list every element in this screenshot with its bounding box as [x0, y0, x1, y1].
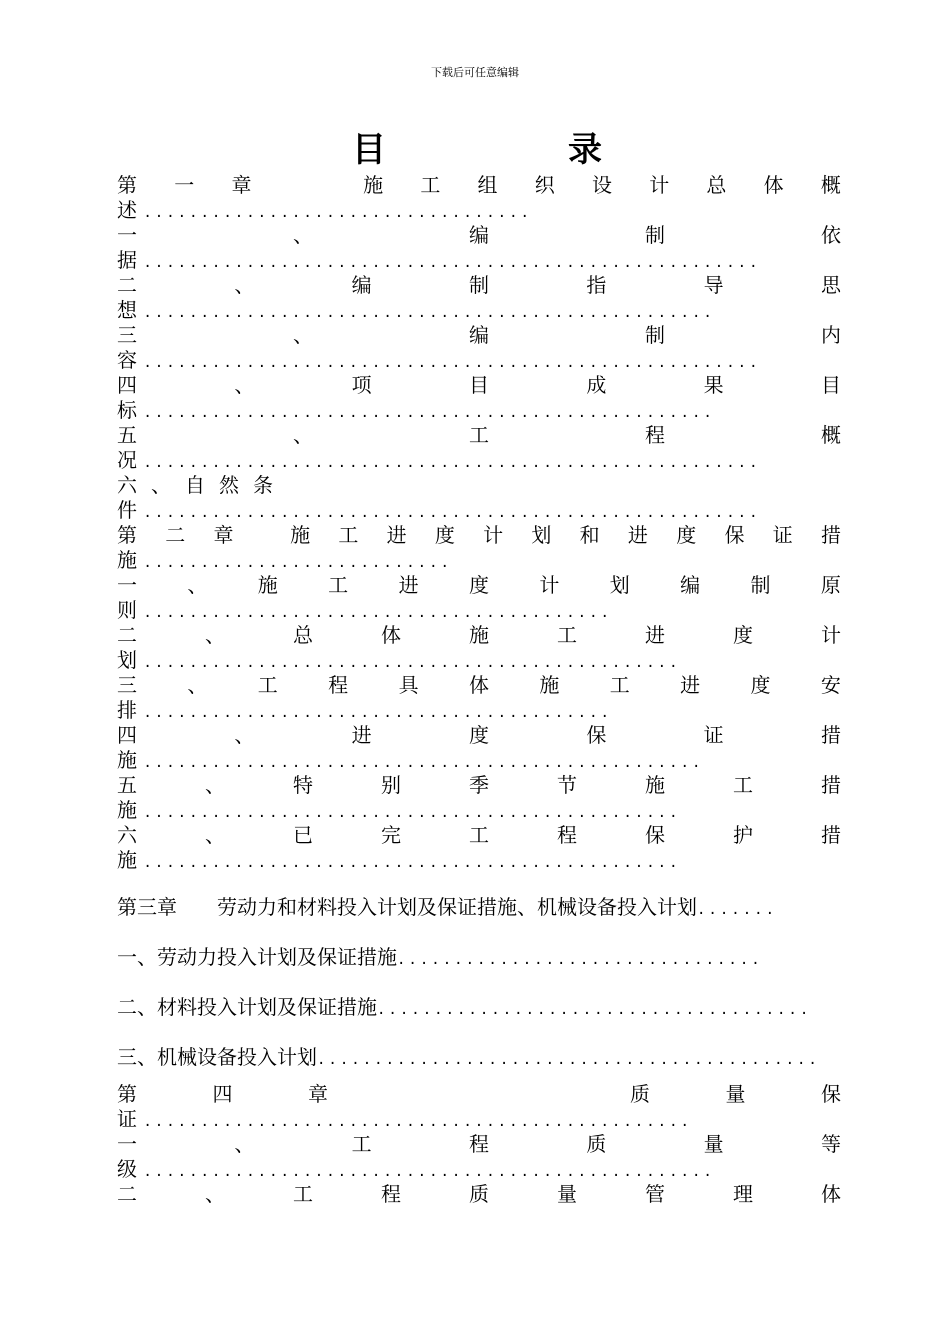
toc-entry[interactable]	[117, 773, 841, 823]
toc-char: 程	[468, 1132, 489, 1156]
toc-entry[interactable]	[117, 882, 841, 932]
toc-entry-line2	[117, 748, 841, 773]
toc-leader-dots: .........................................	[143, 605, 612, 621]
toc-leader-dots: ...............................................	[143, 855, 681, 871]
toc-char: 进	[386, 523, 407, 547]
toc-char: 计	[539, 573, 560, 597]
toc-entry-text: 一、劳动力投入计划及保证措施	[117, 945, 397, 969]
toc-char: 施	[539, 673, 560, 697]
toc-char: 况	[117, 448, 137, 472]
toc-entry[interactable]	[117, 273, 841, 323]
toc-char: 级	[117, 1157, 137, 1181]
toc-char: 进	[398, 573, 419, 597]
toc-entry-text: 第三章 劳动力和材料投入计划及保证措施、机械设备投入计划	[117, 895, 697, 919]
toc-char: 章	[308, 1082, 328, 1106]
toc-char: 思	[820, 273, 841, 297]
toc-char: 述	[117, 198, 137, 222]
toc-entry-line1	[117, 323, 841, 348]
toc-char: 二	[117, 273, 137, 297]
toc-entry-line1	[117, 223, 841, 248]
toc-char: 进	[645, 623, 665, 647]
toc-char: 工	[293, 1182, 313, 1206]
toc-char: 自	[185, 473, 205, 497]
toc-char: 证	[117, 1107, 137, 1131]
toc-entry-line1	[117, 573, 841, 598]
toc-char: 度	[676, 523, 697, 547]
toc-char: 、	[234, 723, 255, 747]
toc-char: 施	[290, 523, 311, 547]
toc-char: 组	[477, 173, 498, 197]
toc-leader-dots: ......................................................	[143, 455, 761, 471]
toc-entry-line2	[117, 698, 841, 723]
toc-entry[interactable]	[117, 982, 841, 1032]
toc-entry[interactable]	[117, 223, 841, 273]
toc-char: 施	[117, 548, 137, 572]
toc-entry[interactable]	[117, 623, 841, 673]
toc-leader-dots: ..................................................	[143, 1164, 715, 1180]
toc-char: 进	[351, 723, 372, 747]
toc-entry[interactable]	[117, 932, 841, 982]
toc-char: 理	[733, 1182, 753, 1206]
toc-entry[interactable]	[117, 673, 841, 723]
toc-char: 果	[703, 373, 724, 397]
toc-entry[interactable]	[117, 523, 841, 573]
toc-char: 证	[772, 523, 793, 547]
toc-char: 保	[645, 823, 665, 847]
toc-char: 完	[381, 823, 401, 847]
toc-char: 内	[821, 323, 841, 347]
toc-char: 、	[205, 1182, 225, 1206]
toc-char: 原	[820, 573, 841, 597]
toc-leader-dots: ...........................	[143, 555, 452, 571]
toc-char: 程	[645, 423, 665, 447]
toc-char: 二	[117, 1182, 137, 1206]
toc-char: 概	[820, 173, 841, 197]
toc-char: 体	[468, 673, 489, 697]
toc-char: 体	[763, 173, 784, 197]
toc-char: 体	[821, 1182, 841, 1206]
toc-char: 五	[117, 423, 137, 447]
toc-char: 体	[381, 623, 401, 647]
toc-entry-text: 三、机械设备投入计划	[117, 1045, 317, 1069]
toc-entry[interactable]	[117, 823, 841, 873]
toc-char: 质	[469, 1182, 489, 1206]
toc-entry[interactable]	[117, 373, 841, 423]
toc-char: 一	[174, 173, 195, 197]
toc-leader-dots: .................................................	[143, 755, 704, 771]
toc-char: 一	[117, 1132, 137, 1156]
toc-char: 护	[733, 823, 753, 847]
toc-char: 目	[820, 373, 841, 397]
toc-char: 编	[351, 273, 372, 297]
toc-leader-dots: ..................................................	[143, 305, 715, 321]
toc-entry[interactable]	[117, 423, 841, 473]
toc-char: 想	[117, 298, 137, 322]
toc-char: 措	[821, 823, 841, 847]
toc-char: 管	[645, 1182, 665, 1206]
toc-entry[interactable]	[117, 573, 841, 623]
toc-leader-dots: .......	[697, 902, 778, 918]
toc-entry-line2	[117, 548, 841, 573]
toc-entry-line1	[117, 673, 841, 698]
toc-char: 工	[257, 673, 278, 697]
toc-char: 度	[750, 673, 771, 697]
toc-entry-line1	[117, 773, 841, 798]
toc-char: 措	[820, 523, 841, 547]
toc-entry-line1	[117, 623, 841, 648]
toc-entry-line2	[117, 1207, 841, 1232]
toc-char: 、	[234, 1132, 255, 1156]
toc-char: 度	[733, 623, 753, 647]
toc-char: 程	[381, 1182, 401, 1206]
toc-char: 一	[117, 573, 137, 597]
toc-char: 二	[117, 623, 137, 647]
page-header: 下载后可任意编辑	[431, 66, 519, 79]
toc-char: 、	[234, 373, 255, 397]
toc-entry-line1	[117, 273, 841, 298]
toc-char: 施	[257, 573, 278, 597]
toc-char: 保	[724, 523, 745, 547]
toc-char: 制	[468, 273, 489, 297]
toc-entry-line2	[117, 598, 841, 623]
table-of-contents	[117, 173, 841, 1232]
toc-char: 工	[328, 573, 349, 597]
toc-char: 指	[586, 273, 607, 297]
toc-entry-line1	[117, 1132, 841, 1157]
toc-char: 三	[117, 673, 137, 697]
toc-char: 导	[703, 273, 724, 297]
toc-char: 施	[117, 748, 137, 772]
toc-char: 制	[645, 223, 665, 247]
toc-char: 标	[117, 398, 137, 422]
toc-entry-line1	[117, 523, 841, 548]
toc-char: 等	[820, 1132, 841, 1156]
toc-leader-dots: ..................................	[143, 205, 532, 221]
toc-char: 章	[213, 523, 234, 547]
toc-entry[interactable]	[117, 1032, 841, 1082]
toc-char: 六	[117, 823, 137, 847]
toc-char: 编	[469, 223, 489, 247]
toc-entry[interactable]	[117, 723, 841, 773]
toc-char: 二	[165, 523, 186, 547]
toc-char: 施	[645, 773, 665, 797]
toc-leader-dots: ................................................	[143, 1114, 692, 1130]
toc-char: 程	[328, 673, 349, 697]
toc-entry-line1	[117, 173, 841, 198]
toc-char: 计	[821, 623, 841, 647]
toc-entry-line1	[117, 823, 841, 848]
toc-char: 六	[117, 473, 137, 497]
toc-char: 工	[469, 823, 489, 847]
toc-entry-text: 二、材料投入计划及保证措施	[117, 995, 377, 1019]
toc-char: 施	[363, 173, 384, 197]
toc-char: 则	[117, 598, 137, 622]
toc-char: 、	[151, 473, 171, 497]
toc-char: 计	[483, 523, 504, 547]
toc-char: 依	[821, 223, 841, 247]
toc-char: 工	[469, 423, 489, 447]
toc-char: 措	[821, 773, 841, 797]
toc-char: 一	[117, 223, 137, 247]
toc-char: 度	[468, 723, 489, 747]
toc-char: 施	[117, 848, 137, 872]
toc-entry-line2	[117, 848, 841, 873]
toc-char: 、	[293, 223, 313, 247]
toc-leader-dots: ...............................................	[143, 805, 681, 821]
toc-char: 设	[591, 173, 612, 197]
toc-char: 四	[117, 723, 137, 747]
title-char-2: 录	[568, 130, 602, 170]
toc-char: 划	[609, 573, 630, 597]
toc-char: 别	[381, 773, 401, 797]
toc-char: 第	[117, 1082, 137, 1106]
toc-char: 划	[117, 648, 137, 672]
toc-char: 然	[219, 473, 239, 497]
toc-entry-line2	[117, 798, 841, 823]
toc-char: 编	[469, 323, 489, 347]
toc-char: 工	[557, 623, 577, 647]
toc-char: 条	[253, 473, 273, 497]
toc-char: 项	[351, 373, 372, 397]
toc-char: 季	[469, 773, 489, 797]
toc-char: 工	[338, 523, 359, 547]
toc-entry-line1	[117, 473, 841, 498]
toc-leader-dots: ...............................................	[143, 655, 681, 671]
toc-char: 保	[821, 1082, 841, 1106]
toc-char: 总	[706, 173, 727, 197]
toc-char: 量	[557, 1182, 577, 1206]
toc-char: 织	[534, 173, 555, 197]
toc-entry-line2	[117, 248, 841, 273]
toc-leader-dots: .........................................	[143, 705, 612, 721]
toc-char: 目	[468, 373, 489, 397]
toc-char: 安	[820, 673, 841, 697]
toc-char: 总	[293, 623, 313, 647]
toc-leader-dots: ............................................	[317, 1052, 820, 1068]
toc-char: 第	[117, 523, 137, 547]
toc-entry-line1	[117, 423, 841, 448]
toc-entry-line2	[117, 1107, 841, 1132]
toc-char: 、	[187, 573, 208, 597]
toc-leader-dots: ......................................................	[143, 355, 761, 371]
toc-char: 成	[586, 373, 607, 397]
toc-entry-line2	[117, 1157, 841, 1182]
toc-entry[interactable]	[117, 473, 841, 523]
toc-entry-line2	[117, 398, 841, 423]
toc-char: 五	[117, 773, 137, 797]
toc-char: 、	[293, 423, 313, 447]
toc-char: 工	[733, 773, 753, 797]
toc-char: 、	[205, 773, 225, 797]
toc-entry-line1	[117, 373, 841, 398]
toc-char: 工	[609, 673, 630, 697]
toc-char: 保	[586, 723, 607, 747]
toc-char: 概	[821, 423, 841, 447]
toc-char: 工	[351, 1132, 372, 1156]
toc-char: 已	[293, 823, 313, 847]
toc-entry[interactable]	[117, 1182, 841, 1232]
toc-char: 容	[117, 348, 137, 372]
toc-char: 节	[557, 773, 577, 797]
toc-char: 施	[469, 623, 489, 647]
toc-char: 排	[117, 698, 137, 722]
toc-char: 计	[649, 173, 670, 197]
toc-char: 度	[434, 523, 455, 547]
toc-char: 施	[117, 798, 137, 822]
toc-leader-dots: ......................................	[377, 1002, 812, 1018]
toc-char: 量	[703, 1132, 724, 1156]
toc-char: 、	[205, 623, 225, 647]
toc-char: 质	[630, 1082, 650, 1106]
toc-char: 特	[293, 773, 313, 797]
toc-char: 、	[205, 823, 225, 847]
toc-char: 证	[703, 723, 724, 747]
toc-entry-line2	[117, 298, 841, 323]
toc-char: 进	[680, 673, 701, 697]
toc-leader-dots: ................................	[397, 952, 763, 968]
toc-entry[interactable]	[117, 1082, 841, 1132]
toc-char: 四	[117, 373, 137, 397]
toc-entry-line2	[117, 198, 841, 223]
toc-char: 件	[117, 498, 137, 522]
toc-char: 度	[468, 573, 489, 597]
toc-char: 具	[398, 673, 419, 697]
toc-entry-line1	[117, 1182, 841, 1207]
toc-char: 、	[293, 323, 313, 347]
toc-entry[interactable]	[117, 1132, 841, 1182]
title-char-1: 目	[352, 130, 386, 170]
toc-leader-dots: ......................................................	[143, 505, 761, 521]
toc-char: 据	[117, 248, 137, 272]
toc-char: 三	[117, 323, 137, 347]
toc-entry-line1	[117, 1082, 841, 1107]
toc-leader-dots: ......................................................	[143, 255, 761, 271]
toc-char: 措	[820, 723, 841, 747]
toc-char: 程	[557, 823, 577, 847]
toc-char: 量	[725, 1082, 746, 1106]
toc-leader-dots: ..................................................	[143, 405, 715, 421]
toc-entry-line2	[117, 648, 841, 673]
toc-title	[352, 128, 602, 172]
toc-char: 第	[117, 173, 137, 197]
toc-char: 和	[579, 523, 600, 547]
toc-entry[interactable]	[117, 173, 841, 223]
toc-entry[interactable]	[117, 323, 841, 373]
toc-entry-line2	[117, 448, 841, 473]
toc-char: 进	[627, 523, 648, 547]
toc-char: 质	[586, 1132, 607, 1156]
toc-char: 制	[645, 323, 665, 347]
toc-char: 编	[680, 573, 701, 597]
toc-char: 制	[750, 573, 771, 597]
toc-char: 、	[187, 673, 208, 697]
toc-entry-line2	[117, 348, 841, 373]
toc-entry-line2	[117, 498, 841, 523]
toc-char: 四	[212, 1082, 233, 1106]
toc-char: 章	[231, 173, 252, 197]
toc-entry-line1	[117, 723, 841, 748]
toc-char: 工	[420, 173, 441, 197]
toc-char: 、	[234, 273, 255, 297]
toc-char: 划	[531, 523, 552, 547]
